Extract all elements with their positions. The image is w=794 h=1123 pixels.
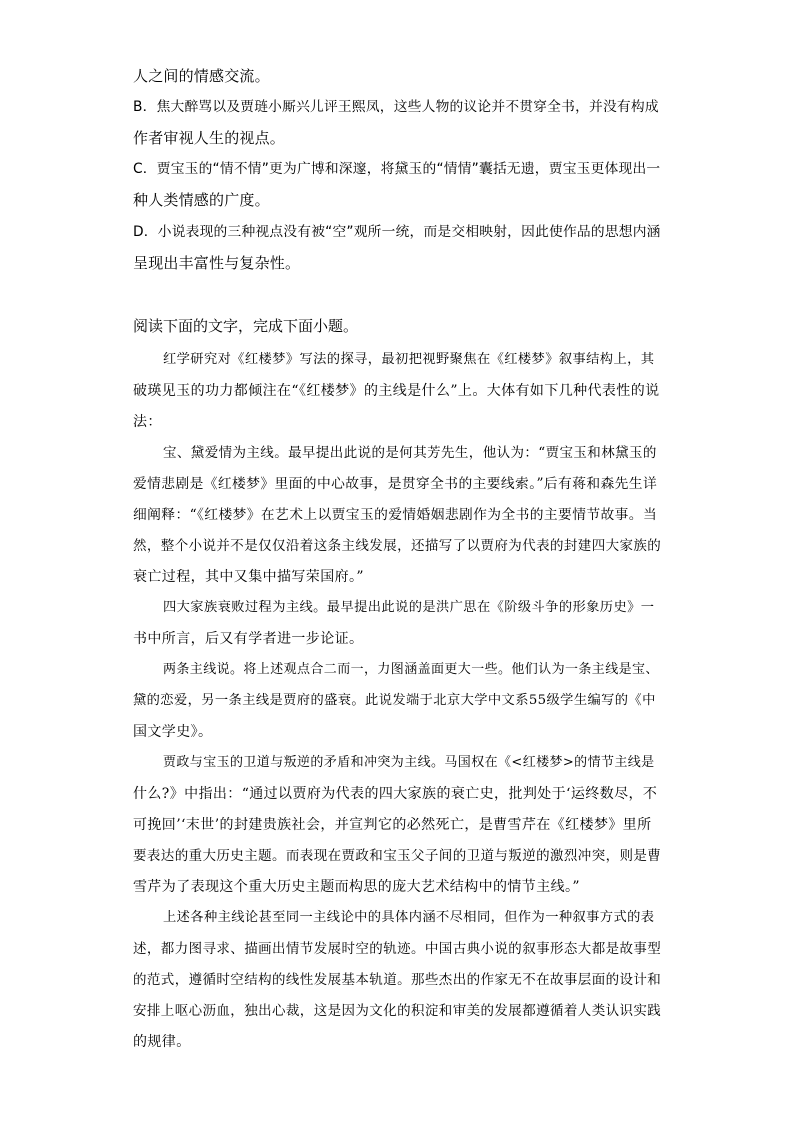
passage-p4-line-1: 两条主线说。将上述观点合二而一，力图涵盖面更大一些。他们认为一条主线是宝、 — [163, 662, 659, 677]
option-b-line-1: B．焦大醉骂以及贾琏小厮兴儿评王熙凤，这些人物的议论并不贯穿全书，并没有构成 — [133, 99, 659, 115]
passage-p2-line-1: 宝、黛爱情为主线。最早提出此说的是何其芳先生，他认为：“贾宝玉和林黛玉的 — [163, 445, 657, 461]
passage-p6-line-2: 述，都力图寻求、描画出情节发展时空的轨迹。中国古典小说的叙事形态大都是故事型 — [133, 941, 662, 957]
passage-p4-line-2: 黛的恋爱，另一条主线是贾府的盛衰。此说发端于北京大学中文系55级学生编写的《中 — [133, 693, 656, 708]
passage-p6-line-1: 上述各种主线论甚至同一主线论中的具体内涵不尽相同，但作为一种叙事方式的表 — [163, 910, 655, 925]
option-c-line-2: 种人类情感的广度。 — [133, 191, 270, 209]
passage-p2-line-4: 然，整个小说并不是仅仅沿着这条主线发展，还描写了以贾府为代表的封建四大家族的 — [133, 538, 662, 554]
passage-p4-line-3: 国文学史》。 — [133, 724, 213, 740]
option-d-line-1: D．小说表现的三种视点没有被“空”观所一统，而是交相映射，因此使作品的思想内涵 — [133, 224, 661, 240]
passage-p1-line-1: 红学研究对《红楼梦》写法的探寻，最初把视野聚焦在《红楼梦》叙事结构上，其 — [163, 352, 655, 367]
passage-p1-line-2: 破瑛见玉的功力都倾注在“《红楼梦》的主线是什么”上。大体有如下几种代表性的说 — [133, 383, 660, 399]
passage-p3-line-1: 四大家族衰败过程为主线。最早提出此说的是洪广思在《阶级斗争的形象历史》一 — [163, 600, 655, 615]
passage-p2-line-5: 衰亡过程，其中又集中描写荣国府。” — [133, 569, 364, 585]
passage-p6-line-3: 的范式，遵循时空结构的线性发展基本轨道。那些杰出的作家无不在故事层面的设计和 — [133, 972, 662, 988]
passage-p6-line-4: 安排上呕心沥血，独出心裁，这是因为文化的积淀和审美的发展都遵循着人类认识实践 — [133, 1003, 662, 1019]
option-continuation: 人之间的情感交流。 — [133, 67, 270, 85]
passage-p2-line-2: 爱情悲剧是《红楼梦》里面的中心故事，是贯穿全书的主要线索。”后有蒋和森先生详 — [133, 476, 658, 492]
option-b-line-2: 作者审视人生的视点。 — [133, 129, 286, 147]
passage-p5-line-3: 可挽回’‘末世’的封建贵族社会，并宣判它的必然死亡，是曹雪芹在《红楼梦》里所 — [133, 817, 652, 833]
option-d-line-2: 呈现出丰富性与复杂性。 — [133, 254, 301, 272]
option-c-line-1: C．贾宝玉的“情不情”更为广博和深邃，将黛玉的“情情”囊括无遗，贾宝玉更体现出一 — [133, 161, 661, 177]
passage-p3-line-2: 书中所言，后又有学者进一步论证。 — [133, 631, 364, 647]
reading-instruction: 阅读下面的文字，完成下面小题。 — [133, 317, 359, 335]
passage-p2-line-3: 细阐释：“《红楼梦》在艺术上以贾宝玉的爱情婚姻悲剧作为全书的主要情节故事。当 — [133, 507, 658, 523]
passage-p1-line-3: 法： — [133, 414, 162, 430]
passage-p5-line-1: 贾政与宝玉的卫道与叛逆的矛盾和冲突为主线。马国权在《<红楼梦>的情节主线是 — [163, 755, 655, 770]
passage-p5-line-5: 雪芹为了表现这个重大历史主题而构思的庞大艺术结构中的情节主线。” — [133, 879, 580, 895]
passage-p5-line-2: 什么?》中指出：“通过以贾府为代表的四大家族的衰亡史，批判处于‘运终数尽，不 — [133, 786, 658, 802]
passage-p6-line-5: 的规律。 — [133, 1034, 191, 1050]
passage-p5-line-4: 要表达的重大历史主题。而表现在贾政和宝玉父子间的卫道与叛逆的激烈冲突，则是曹 — [133, 848, 662, 864]
